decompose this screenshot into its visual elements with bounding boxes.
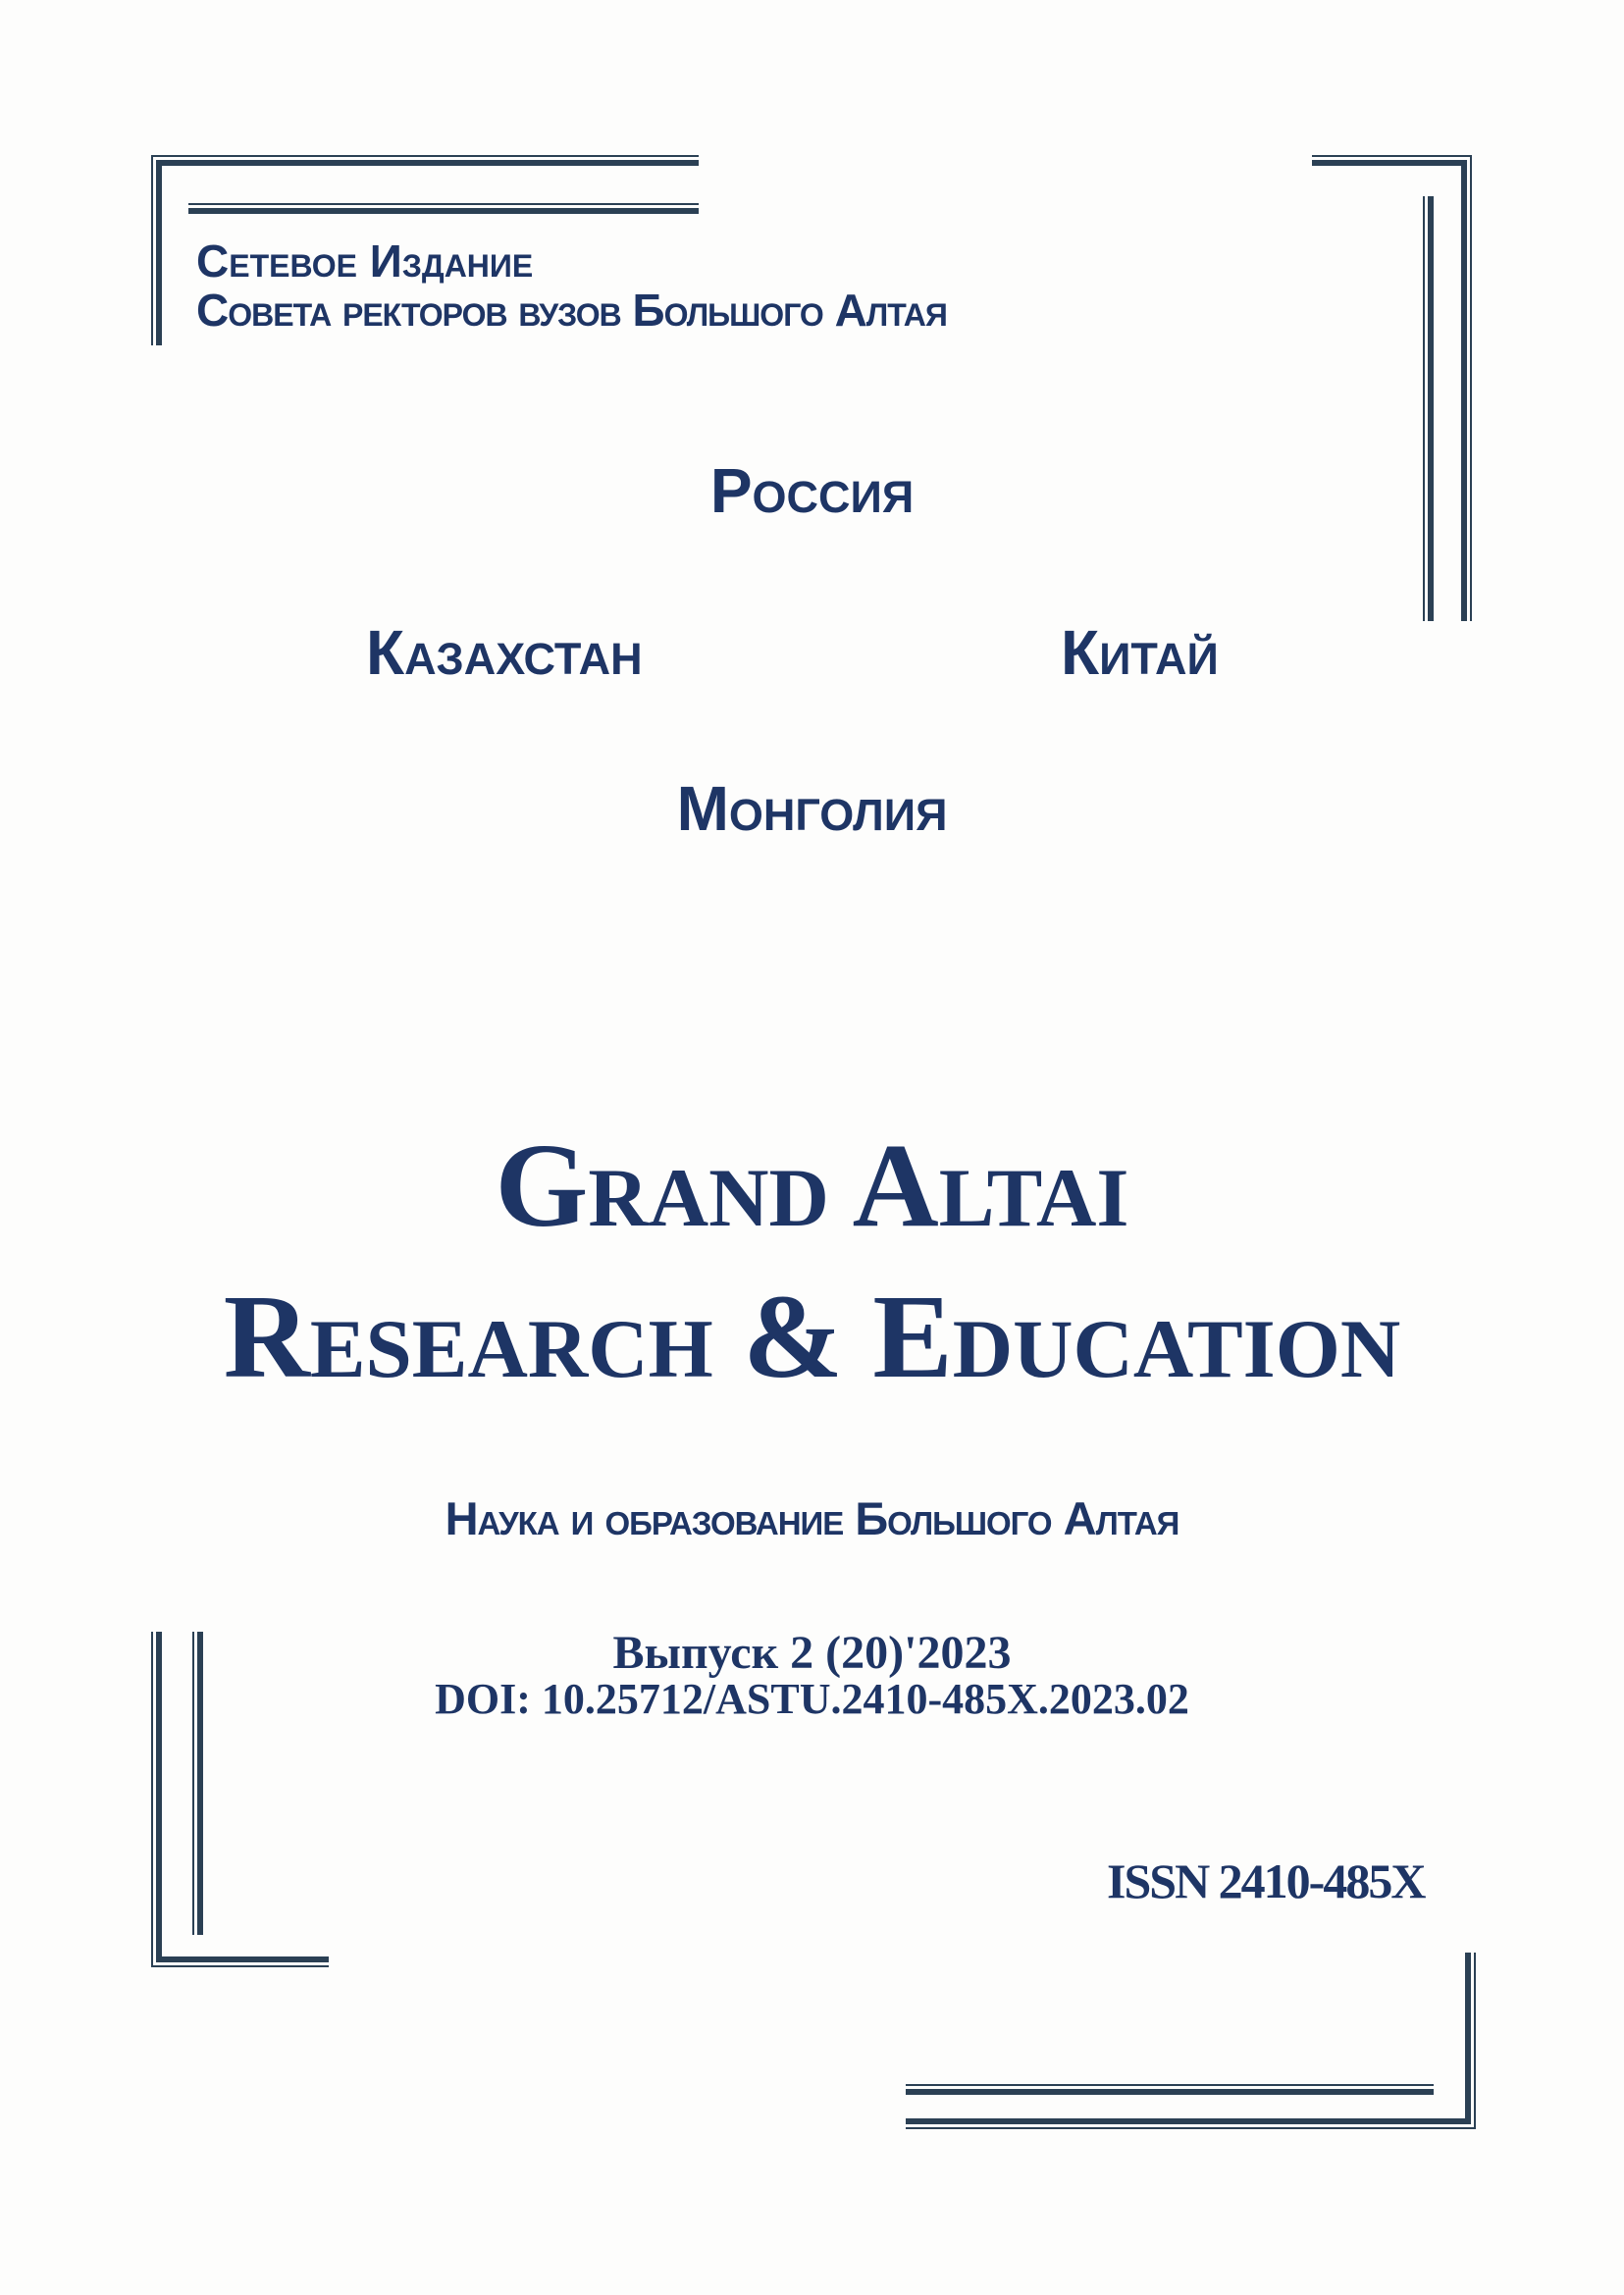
country-kazakhstan: Казахстан — [366, 617, 643, 688]
journal-title-line-1: Grand Altai — [495, 1120, 1129, 1252]
publisher-line-1: Сетевое Издание — [196, 235, 534, 287]
publisher-line-2: Совета ректоров вузов Большого Алтая — [196, 285, 947, 336]
journal-subtitle-russian: Наука и образование Большого Алтая — [445, 1492, 1179, 1544]
country-russia: Россия — [709, 455, 915, 526]
corner-top-right-accent-line — [1423, 196, 1434, 621]
journal-title-line-2: Research & Education — [223, 1271, 1401, 1403]
issue-number: Выпуск 2 (20)'2023 — [612, 1627, 1012, 1679]
corner-bottom-right-inner-line — [906, 1953, 1471, 2124]
country-mongolia: Монголия — [676, 773, 948, 844]
country-china: Китай — [1061, 617, 1219, 688]
corner-top-right-inner-line — [1312, 160, 1467, 621]
corner-bottom-right-accent-line — [906, 2084, 1434, 2095]
issue-doi: DOI: 10.25712/ASTU.2410-485X.2023.02 — [435, 1675, 1189, 1723]
issn-number: ISSN 2410-485X — [1107, 1853, 1425, 1908]
corner-top-left-accent-line — [188, 203, 699, 214]
